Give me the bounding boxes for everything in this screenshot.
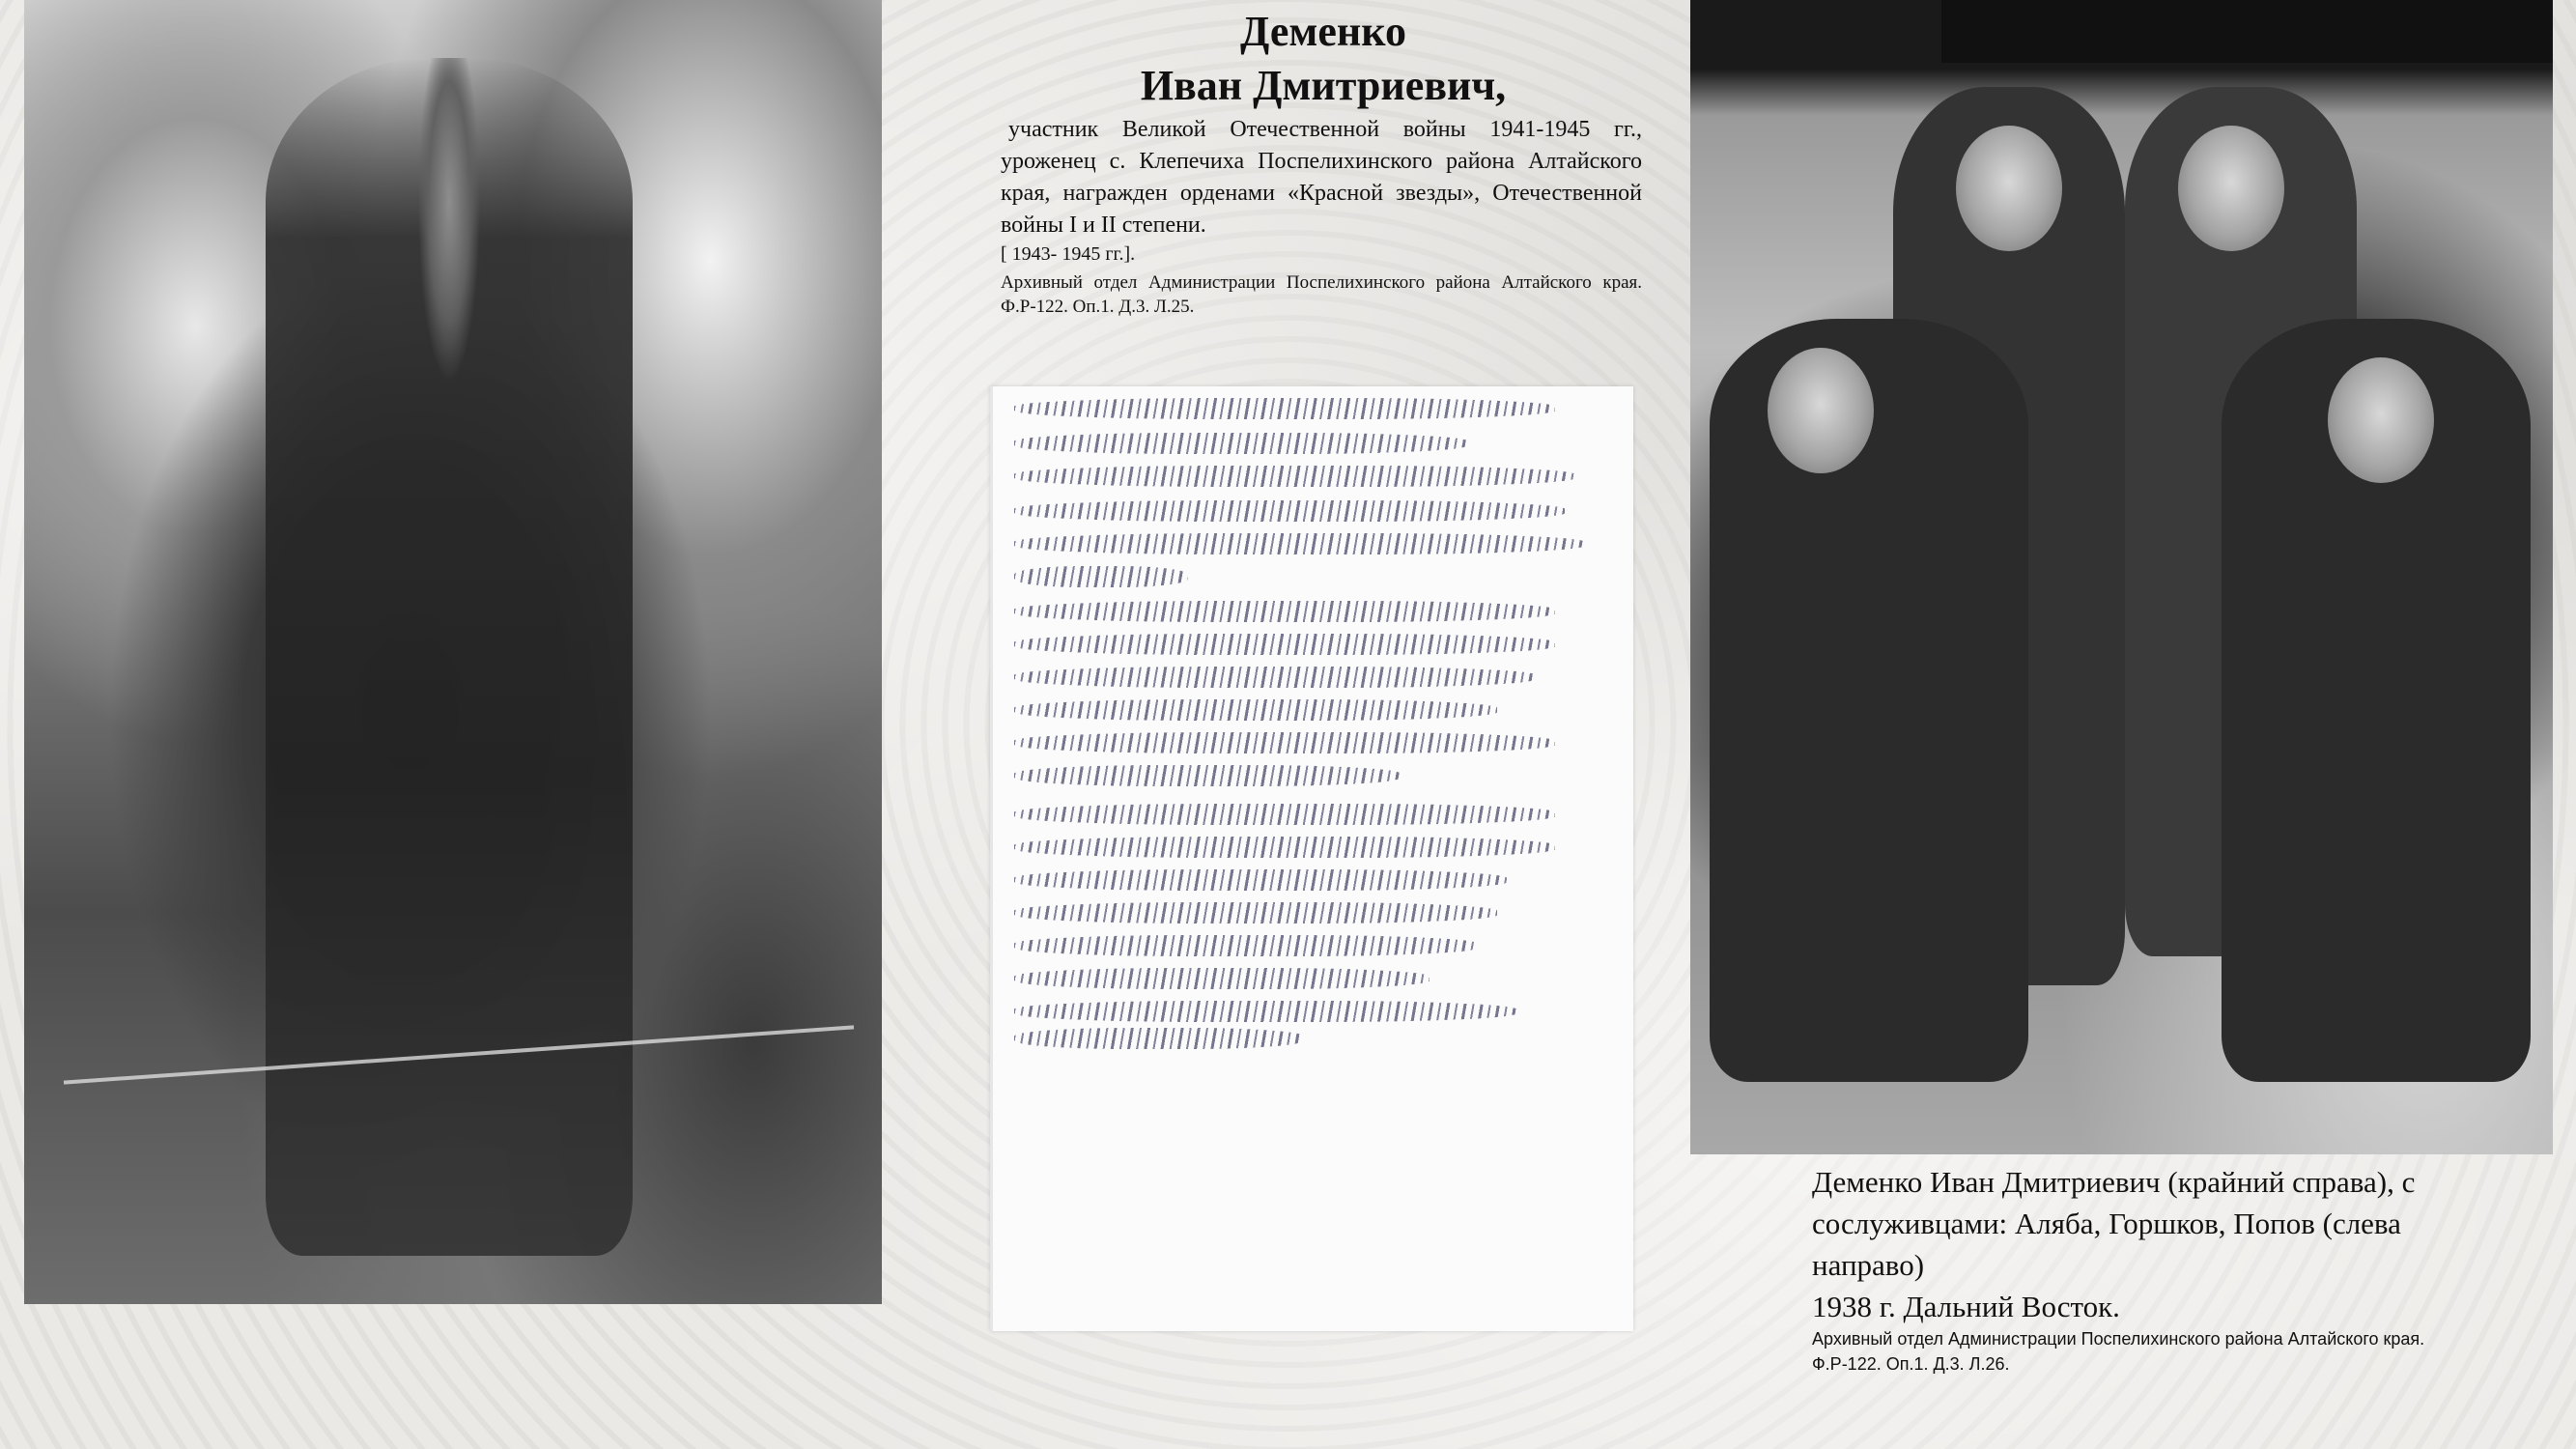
handwriting-line xyxy=(1014,566,1188,587)
handwriting-area xyxy=(993,386,1633,1043)
handwriting-line xyxy=(1014,533,1584,554)
caption-people: Деменко Иван Дмитриевич (крайний справа), с сослуживцами: Аляба, Горшков, Попов (слева направо) xyxy=(1812,1165,2416,1282)
handwriting-line xyxy=(1014,667,1536,688)
handwriting-line xyxy=(1014,869,1507,891)
portrait-photo xyxy=(24,0,882,1304)
group-photo-caption xyxy=(1812,1161,2488,1327)
service-years: [ 1943- 1945 гг.]. xyxy=(1001,243,1136,265)
handwriting-line xyxy=(1014,1028,1304,1049)
bio-text-content: участник Великой Отечественной войны 1941-1945 гг., уроженец с. Клепечиха Поспелихинского района Алтайского края, награжден орденами «Красной звезды», Отечественной войны I и II степени. xyxy=(1001,117,1642,238)
handwriting-line xyxy=(1014,935,1478,956)
caption-date-place: 1938 г. Дальний Восток. xyxy=(1812,1290,2120,1323)
handwriting-line xyxy=(1014,765,1401,786)
handwriting-line xyxy=(1014,1001,1516,1022)
soldier-face xyxy=(1956,126,2062,251)
handwriting-line xyxy=(1014,732,1555,753)
handwriting-line xyxy=(1014,804,1555,825)
handwriting-line xyxy=(1014,837,1555,858)
photo-dark-band xyxy=(1941,0,2553,63)
handwriting-line xyxy=(1014,466,1574,487)
page-title-name: Иван Дмитриевич, xyxy=(1140,62,1507,109)
soldier-figure xyxy=(266,58,633,1256)
soldier-face xyxy=(1768,348,1874,473)
handwriting-line xyxy=(1014,601,1555,622)
handwriting-line xyxy=(1014,634,1555,655)
group-photo xyxy=(1690,0,2553,1154)
handwriting-line xyxy=(1014,699,1497,721)
handwriting-line xyxy=(1014,433,1468,454)
handwriting-line xyxy=(1014,902,1497,923)
handwriting-line xyxy=(1014,500,1565,522)
handwritten-letter-scan xyxy=(990,386,1633,1331)
soldier-face xyxy=(2178,126,2284,251)
soldier-face xyxy=(2328,357,2434,483)
handwriting-line xyxy=(1014,968,1430,989)
bio-text xyxy=(1001,114,1642,242)
handwriting-line xyxy=(1014,398,1555,419)
page-title-surname: Деменко xyxy=(1240,8,1406,55)
archive-reference-photo: Архивный отдел Администрации Поспелихинского района Алтайского края. Ф.Р-122. Оп.1. Д.3. Л.26. xyxy=(1812,1329,2425,1374)
archive-reference-bio: Архивный отдел Администрации Поспелихинского района Алтайского края. Ф.Р-122. Оп.1. Д.3. Л.25. xyxy=(1001,272,1642,317)
